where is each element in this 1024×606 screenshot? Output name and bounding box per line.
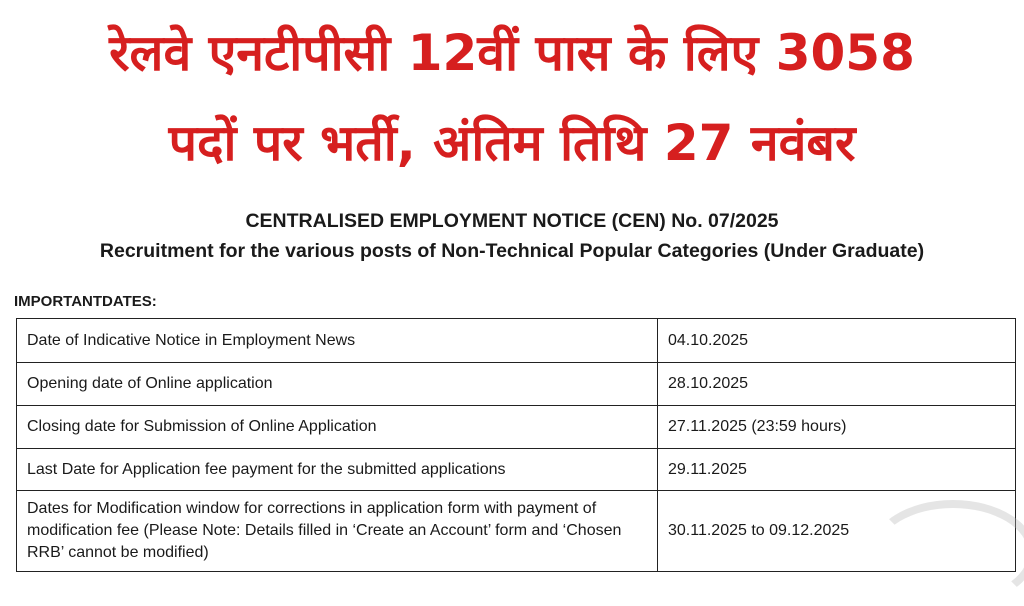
table-row: [17, 449, 1016, 491]
event-cell: Date of Indicative Notice in Employment News: [17, 319, 658, 363]
event-cell: Dates for Modification window for corrections in application form with payment of modification fee (Please Note: Details filled in ‘Create an Account’ form and ‘Chosen RRB’ cannot be modified): [17, 491, 658, 572]
date-cell: 04.10.2025: [658, 319, 1016, 363]
event-cell: Closing date for Submission of Online Application: [17, 406, 658, 449]
date-cell: 30.11.2025 to 09.12.2025: [658, 491, 1016, 572]
date-cell: 29.11.2025: [658, 449, 1016, 491]
notice-title: CENTRALISED EMPLOYMENT NOTICE (CEN) No. 07/2025: [245, 210, 779, 232]
headline-line-2: पदों पर भर्ती, अंतिम तिथि 27 नवंबर: [168, 114, 856, 172]
table-row: [17, 363, 1016, 406]
table-row: [17, 406, 1016, 449]
event-cell: Opening date of Online application: [17, 363, 658, 406]
important-dates-table: [16, 318, 1016, 572]
headline-line-1: रेलवे एनटीपीसी 12वीं पास के लिए 3058: [109, 24, 915, 82]
notice-subtitle: Recruitment for the various posts of Non-Technical Popular Categories (Under Graduate): [99, 240, 925, 262]
date-cell: 27.11.2025 (23:59 hours): [658, 406, 1016, 449]
date-cell: 28.10.2025: [658, 363, 1016, 406]
event-cell: Last Date for Application fee payment for the submitted applications: [17, 449, 658, 491]
table-row: [17, 491, 1016, 572]
important-dates-heading: IMPORTANTDATES:: [14, 293, 157, 310]
table-row: [17, 319, 1016, 363]
